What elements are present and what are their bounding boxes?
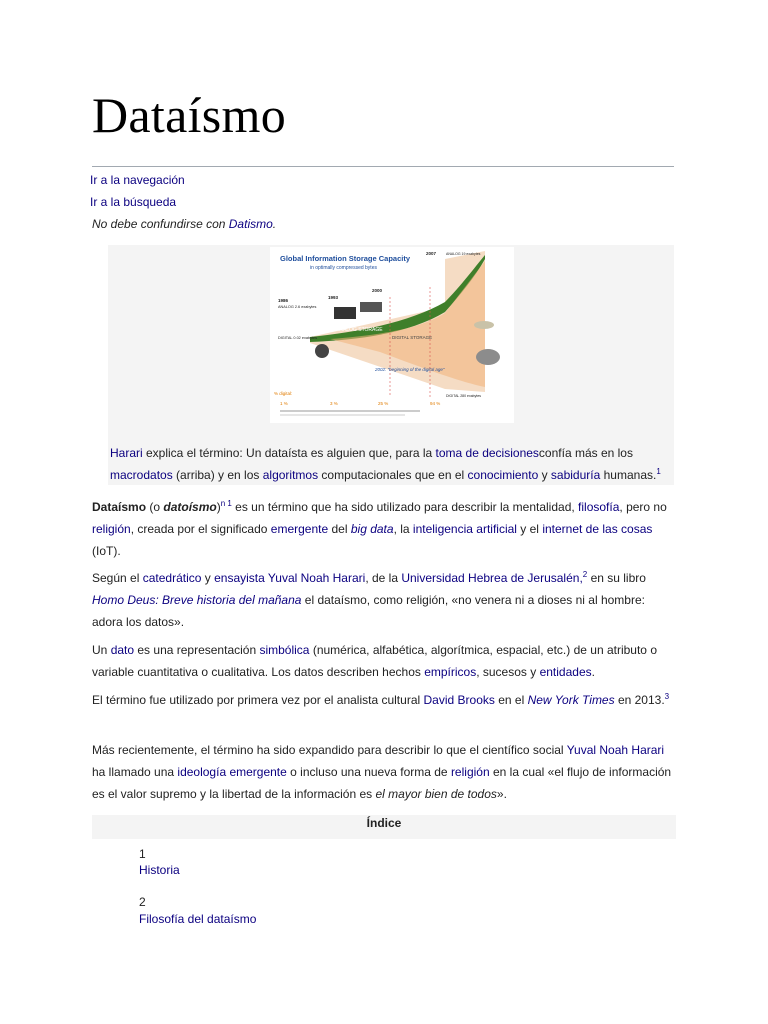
ref-2[interactable]: 2 <box>582 570 588 579</box>
label-2007-analog: ANALOG 19 exabytes <box>446 252 481 256</box>
jump-to-search-link[interactable]: Ir a la búsqueda <box>90 195 177 209</box>
cassette-icon <box>360 302 382 312</box>
link-religion[interactable]: religión <box>92 522 131 536</box>
chart-subtitle: in optimally compressed bytes <box>310 265 377 271</box>
digital-storage-label: DIGITAL STORAGE <box>392 335 433 340</box>
link-empiricos[interactable]: empíricos <box>424 665 477 679</box>
link-yuval-noah-harari-2[interactable]: Yuval Noah Harari <box>566 743 665 757</box>
ref-n1[interactable]: n 1 <box>220 499 232 508</box>
link-sabiduria[interactable]: sabiduría <box>550 468 601 482</box>
link-universidad-hebrea[interactable]: Universidad Hebrea de Jerusalén, <box>401 571 583 585</box>
year-2000: 2000 <box>372 288 383 293</box>
link-big-data[interactable]: big data <box>350 522 394 536</box>
link-filosofia[interactable]: filosofía <box>578 500 620 514</box>
paragraph-harari: Según el catedrático y ensayista Yuval Noah Harari, de la Universidad Hebrea de Jerusalén,$^2$ en su libro Homo Deus: Breve historia del mañana el dataísmo, como religión, «no venera ni a dioses ni al hombre: adora los datos». <box>92 570 646 629</box>
percent-2007: 94 % <box>430 401 441 406</box>
link-dato[interactable]: dato <box>110 643 135 657</box>
percent-1993: 3 % <box>330 401 338 406</box>
link-yuval-noah-harari[interactable]: Yuval Noah Harari <box>267 571 366 585</box>
jump-to-navigation-link[interactable]: Ir a la navegación <box>90 173 185 187</box>
link-harari[interactable]: Harari <box>110 446 143 460</box>
year-1986: 1986 <box>278 298 289 303</box>
link-macrodatos[interactable]: macrodatos <box>110 468 173 482</box>
figure-caption: Harari explica el término: Un dataísta es alguien que, para la toma de decisionesconfía más en los macrodatos (arriba) y en los algoritmos computacionales que en el conocimiento y sabiduría humanas.$^1$ <box>110 446 661 482</box>
year-2007: 2007 <box>426 251 437 256</box>
link-entidades[interactable]: entidades <box>539 665 592 679</box>
toc-item-filosofia[interactable]: Filosofía del dataísmo <box>139 912 257 926</box>
paragraph-brooks: El término fue utilizado por primera vez por el analista cultural David Brooks en el New York Times en 2013.$^3$ <box>92 692 670 707</box>
percent-digital-label: % digital: <box>274 391 293 396</box>
link-david-brooks[interactable]: David Brooks <box>423 693 495 707</box>
storage-capacity-image[interactable] <box>270 247 514 423</box>
link-internet-de-las-cosas[interactable]: internet de las cosas <box>542 522 653 536</box>
link-algoritmos[interactable]: algoritmos <box>262 468 319 482</box>
digital-age-label: 2002: "beginning of the digital age" <box>375 367 445 372</box>
label-2007-digital: DIGITAL 280 exabytes <box>446 394 482 398</box>
vhs-tape-icon <box>334 307 356 319</box>
hatnote-suffix: . <box>272 217 277 231</box>
page-title: Dataísmo <box>92 87 287 143</box>
toc-item-number: 1 <box>139 847 146 861</box>
link-new-york-times[interactable]: New York Times <box>527 693 615 707</box>
hatnote <box>92 217 276 231</box>
link-ideologia-emergente[interactable]: ideología emergente <box>177 765 287 779</box>
ref-1[interactable]: 1 <box>656 467 661 476</box>
paragraph-recent: Más recientemente, el término ha sido expandido para describir lo que el científico social Yuval Noah Harari ha llamado una ideología emergente o incluso una nueva forma de religión en la cual «el flujo de información es el valor supremo y la libertad de la información es el mayor bien de todos». <box>92 743 672 801</box>
year-1993: 1993 <box>328 295 339 300</box>
label-1986-analog: ANALOG 2.6 exabytes <box>278 305 317 309</box>
paragraph-dato: Un dato es una representación simbólica (numérica, alfabética, algorítmica, espacial, etc.) de un atributo o variable cuantitativa o cualitativa. Los datos describen hechos empíricos, sucesos y entidades. <box>92 643 657 679</box>
link-toma-de-decisiones[interactable]: toma de decisiones <box>435 446 539 460</box>
percent-1986: 1 % <box>280 401 288 406</box>
toc-heading: Índice <box>92 815 676 839</box>
link-conocimiento[interactable]: conocimiento <box>467 468 539 482</box>
thumbnail-figure <box>108 245 674 485</box>
link-religion-2[interactable]: religión <box>450 765 490 779</box>
chart-title: Global Information Storage Capacity <box>280 254 411 263</box>
link-ensayista[interactable]: ensayista <box>214 571 265 585</box>
title-divider <box>92 166 674 167</box>
label-1986-digital: DIGITAL 0.02 exabytes <box>278 336 318 340</box>
hard-drive-icon <box>476 349 500 365</box>
analog-storage-label: ANALOG STORAGE <box>336 327 383 333</box>
percent-2000: 25 % <box>378 401 389 406</box>
link-inteligencia-artificial[interactable]: inteligencia artificial <box>412 522 517 536</box>
vinyl-record-icon <box>315 344 329 358</box>
hatnote-link[interactable]: Datismo <box>228 217 273 231</box>
link-catedratico[interactable]: catedrático <box>142 571 202 585</box>
paragraph-intro: Dataísmo (o datoísmo)$^{n 1}$ es un término que ha sido utilizado para describir la mentalidad, filosofía, pero no religión, creada por el significado emergente del big data, la inteligencia artificial y el internet de las cosas (IoT). <box>92 499 667 558</box>
link-emergente[interactable]: emergente <box>270 522 329 536</box>
toc-item-number: 2 <box>139 895 146 909</box>
ref-3[interactable]: 3 <box>664 692 670 701</box>
hatnote-text: No debe confundirse con <box>92 217 229 231</box>
link-simbolica[interactable]: simbólica <box>259 643 310 657</box>
link-homo-deus[interactable]: Homo Deus: Breve historia del mañana <box>92 593 302 607</box>
storage-capacity-graphic <box>270 247 514 423</box>
cd-icon <box>474 321 494 329</box>
toc-item-historia[interactable]: Historia <box>139 863 180 877</box>
